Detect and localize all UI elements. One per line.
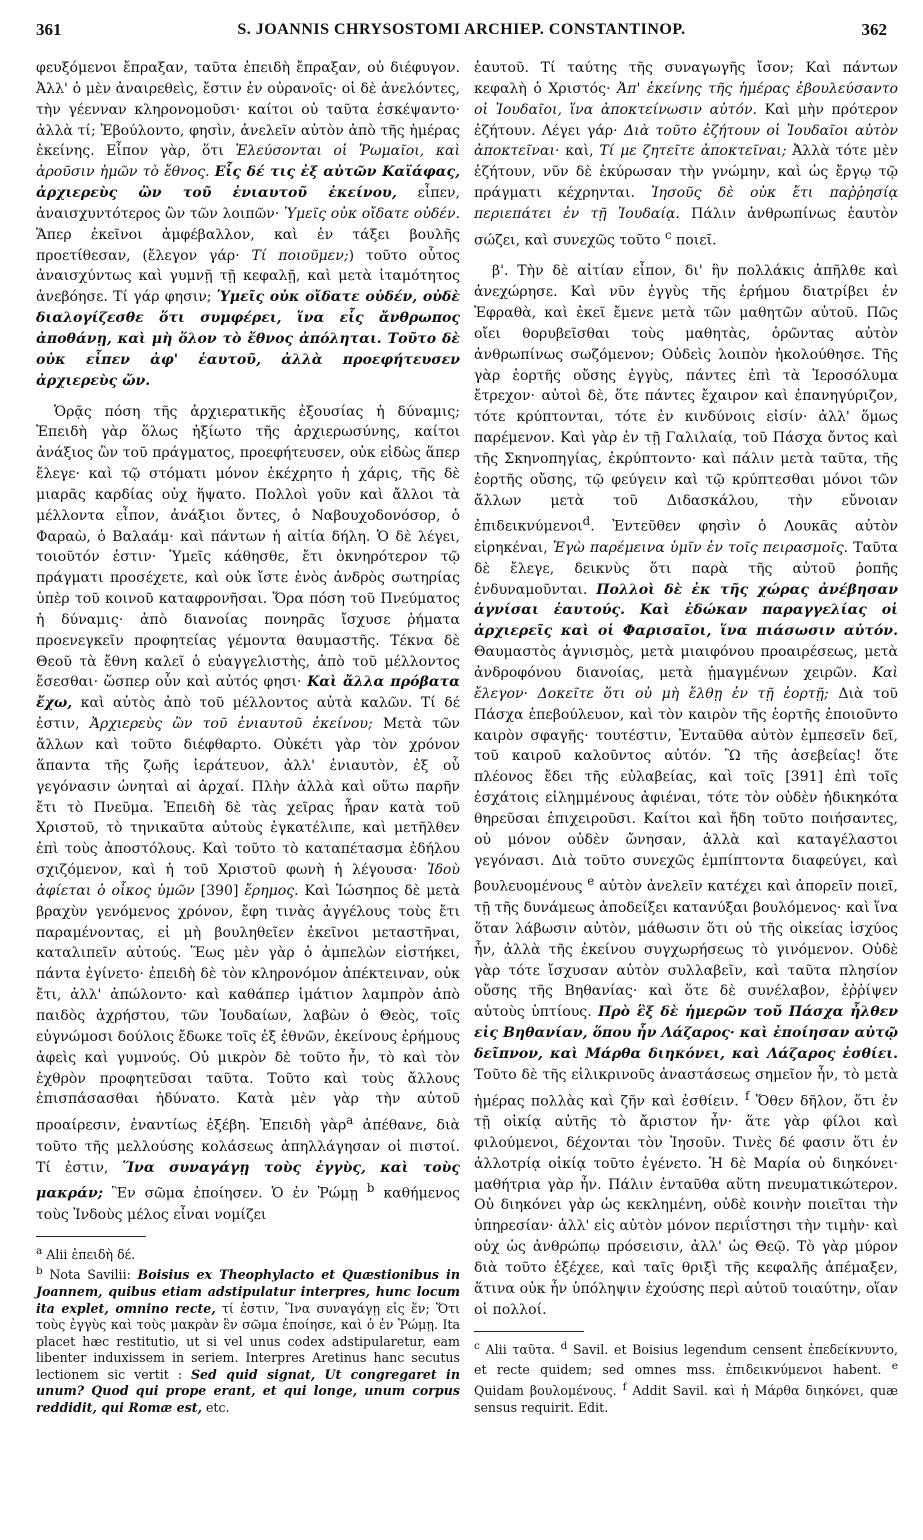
page-header: [0, 0, 923, 44]
left-paragraph-1: φευξόμενοι ἔπραξαν, ταῦτα ἐπειδὴ ἔπραξαν, οὐ διέφυγον. Ἀλλ' ὁ μὲν ἀναιρεθεὶς, ἔστιν ἐν οὐρανοῖς· οἱ δὲ ἀνελόντες, τὴν γέενναν κληρονομοῦσι· καίτοι οὐ ταῦτα ἐσκέψαντο· ἀλλὰ τί; Ἐβούλοντο, φησὶν, ἀνελεῖν αὐτὸν ἀπὸ τῆς ἡμέρας ἐκείνης. Εἶπον γὰρ, ὅτι Ἐλεύσονται οἱ Ῥωμαῖοι, καὶ ἀροῦσιν ἡμῶν τὸ ἔθνος. Εἷς δέ τις ἐξ αὐτῶν Καϊάφας, ἀρχιερεὺς ὢν τοῦ ἐνιαυτοῦ ἐκείνου, εἶπεν, ἀναισχυντότερος ὢν τῶν λοιπῶν· Ὑμεῖς οὐκ οἴδατε οὐδέν. Ἅπερ ἐκεῖνοι ἀμφέβαλλον, καὶ ἐν τάξει βουλῆς προετίθεσαν, (ἔλεγον γάρ· Τί ποιοῦμεν;) τοῦτο οὗτος ἀναισχύντως καὶ γυμνῇ τῇ κεφαλῇ, καὶ μετὰ ἰταμότητος ἀνεβόησε. Τί γάρ φησιν; Ὑμεῖς οὐκ οἴδατε οὐδέν, οὐδὲ διαλογίζεσθε ὅτι συμφέρει, ἵνα εἷς ἄνθρωπος ἀποθάνῃ, καὶ μὴ ὅλον τὸ ἔθνος ἀπόληται. Τοῦτο δὲ οὐκ εἶπεν ἀφ' ἑαυτοῦ, ἀλλὰ προεφήτευσεν ἀρχιερεὺς ὤν.: [36, 60, 461, 389]
left-paragraph-2: Ὁρᾷς πόση τῆς ἀρχιερατικῆς ἐξουσίας ἡ δύναμις; Ἐπειδὴ γὰρ ὅλως ἠξίωτο τῆς ἀρχιερωσύνης, καίτοι ἀνάξιος ὢν τοῦ πράγματος, προεφήτευσεν, οὐκ εἰδὼς ἅπερ ἔλεγε· καὶ τῷ στόματι μόνον ἐκέχρητο ἡ χάρις, τῆς δὲ μιαρᾶς καρδίας οὐχ ἥψατο. Πολλοὶ γοῦν καὶ ἄλλοι τὰ μέλλοντα εἶπον, ἀνάξιοι ὄντες, ὁ Ναβουχοδονόσορ, ὁ Φαραὼ, ὁ Βαλαάμ· καὶ πάντων ἡ αἰτία δήλη. Ὁ δὲ λέγει, τοιοῦτόν ἐστιν· Ὑμεῖς κάθησθε, ἔτι ὀκνηρότερον τῷ πράγματι προσέχετε, καὶ οὐκ ἴστε ἑνὸς ἀνδρὸς σωτηρίας ὑπὲρ τοῦ κοινοῦ καταφρονῆσαι. Ὅρα πόση τοῦ Πνεύματος ἡ δύναμις· ἀπὸ διανοίας πονηρᾶς ἴσχυσε ῥήματα προενεγκεῖν προφητείας γέμοντα θαυμαστῆς. Τέκνα δὲ Θεοῦ τὰ ἔθνη καλεῖ ὁ εὐαγγελιστὴς, ἀπὸ τοῦ μέλλοντος ἔσεσθαι· ὥσπερ οὖν καὶ αὐτός φησι· Καὶ ἄλλα πρόβατα ἔχω, καὶ αὐτὸς ἀπὸ τοῦ μέλλοντος αὐτὰ καλῶν. Τί δέ ἐστιν, Ἀρχιερεὺς ὢν τοῦ ἐνιαυτοῦ ἐκείνου; Μετὰ τῶν ἄλλων καὶ τοῦτο διέφθαρτο. Οὐκέτι γὰρ τὸν χρόνον ἅπαντα τῆς ζωῆς ἱεράτευον, ἀλλ' ἐνιαυτὸν, ἐξ οὗ γεγόνασιν ὠνηταὶ αἱ ἀρχαί. Πλὴν ἀλλὰ καὶ οὕτω παρῆν ἔτι τὸ Πνεῦμα. Ἐπειδὴ δὲ τὰς χεῖρας ἦραν κατὰ τοῦ Χριστοῦ, τὸ τηνικαῦτα αὐτοὺς ἐγκατέλιπε, καὶ μετῆλθεν ἐπὶ τοὺς ἀποστόλους. Καὶ τοῦτο τὸ καταπέτασμα ἐδήλου σχιζόμενον, καὶ ἡ τοῦ Χριστοῦ φωνὴ ἡ λέγουσα· Ἰδοὺ ἀφίεται ὁ οἶκος ὑμῶν [390] ἔρημος. Καὶ Ἰώσηπος δὲ μετὰ βραχὺν γενόμενος χρόνον, ἔφη τινὰς ἀγγέλους τοὺς ἔτι παραμένοντας, εἰ μὴ βουληθεῖεν ἐκεῖνοι μεταστῆναι, καταλιπεῖν αὐτούς. Ἕως μὲν γὰρ ὁ ἀμπελὼν εἱστήκει, πάντα ἐγίνετο· ἐπειδὴ δὲ τὸν κληρονόμον ἀπέκτειναν, οὐκ ἔτι, ἀλλ' ἀπώλοντο· καὶ καθάπερ ἱμάτιον λαμπρὸν ἀπὸ παιδὸς ἀχρήστου, τῶν Ἰουδαίων, λαβὼν ὁ Θεὸς, τοῖς εὐγνώμοσι δούλοις ἔδωκε τοῖς ἐξ ἐθνῶν, ἐκείνους ἐρήμους ἀφεὶς καὶ γυμνούς. Οὐ μικρὸν δὲ τοῦτο ἦν, τὸ καὶ τὸν ἐχθρὸν προφητεῦσαι ταῦτα. Τοῦτο καὶ τοὺς ἄλλους ἐπισπάσασθαι ἠδύνατο. Κατὰ μὲν γὰρ τὴν αὐτοῦ προαίρεσιν, ἐναντίως ἐξέβη. Ἐπειδὴ γὰρ$^a$ ἀπέθανε, διὰ τοῦτο τῆς μελλούσης κολάσεως ἀπηλλάγησαν οἱ πιστοί. Τί ἐστιν, Ἵνα συναγάγῃ τοὺς ἐγγὺς, καὶ τοὺς μακράν; Ἓν σῶμα ἐποίησεν. Ὁ ἐν Ῥώμῃ $^b$ καθήμενος τοὺς Ἰνδοὺς μέλος εἶναι νομίζει: [36, 403, 461, 1223]
running-head: S. JOANNIS CHRYSOSTOMI ARCHIEP. CONSTANTINOP.: [237, 21, 686, 38]
footnote-ref-f: f: [745, 1088, 750, 1103]
footnote-divider-left: [36, 1236, 146, 1237]
right-paragraph-1: ἑαυτοῦ. Τί ταύτης τῆς συναγωγῆς ἴσον; Καὶ πάντων κεφαλὴ ὁ Χριστός· Ἀπ' ἐκείνης τῆς ἡμέρας ἐβουλεύσαντο οἱ Ἰουδαῖοι, ἵνα ἀποκτείνωσιν αὐτόν. Καὶ μὴν πρότερον ἐζήτουν. Λέγει γάρ· Διὰ τοῦτο ἐζήτουν οἱ Ἰουδαῖοι αὐτὸν ἀποκτεῖναι· καὶ, Τί με ζητεῖτε ἀποκτεῖναι; Ἀλλὰ τότε μὲν ἐζήτουν, νῦν δὲ ἐκύρωσαν τὴν γνώμην, καὶ ὡς ἔργῳ τῷ πράγματι κέχρηνται. Ἰησοῦς δὲ οὐκ ἔτι παῤῥησίᾳ περιεπάτει ἐν τῇ Ἰουδαίᾳ. Πάλιν ἀνθρωπίνως ἑαυτὸν σώζει, καὶ συνεχῶς τοῦτο $^c$ ποιεῖ.: [474, 60, 899, 249]
column-mark-391: [391]: [785, 769, 824, 786]
footnote-b: $^b$ Nota Savilii: Boisius ex Theophylacto et Quæstionibus in Joannem, quibus etiam adstipulatur interpres, hunc locum ita explet, omnino recte, τί ἐστιν, Ἵνα συναγάγῃ εἰς ἕν; Ὅτι τοὺς ἐγγὺς καὶ τοὺς μακρὰν ἓν σῶμα ἐποίησε, καὶ ὁ ἐν Ῥώμῃ. Ita placet hæc restitutio, ut si vel unus codex adstipularetur, eam libenter induxissem in seriem. Interpres Aretinus hanc secutus lectionem sic vertit : Sed quid signat, Ut congregaret in unum? Quod qui prope erant, et qui longe, unum corpus reddidit, qui Romæ est, etc.: [36, 1265, 460, 1415]
page-number-left: 361: [36, 20, 62, 39]
footnote-c-d-e-f: $^c$ Alii ταῦτα. $^d$ Savil. et Boisius legendum censent ἐπεδείκνυντο, et recte quidem; sed omnes mss. ἐπιδεικνύμενοι habent. $^e$ Quidam βουλομένους. $^f$ Addit Savil. καὶ ἡ Μάρθα διηκόνει, quæ sensus requirit. Edit.: [474, 1339, 898, 1415]
footnote-a: $^a$ Alii ἐπειδὴ δέ.: [36, 1244, 136, 1262]
footnote-ref-b: b: [366, 1181, 375, 1196]
footnote-ref-d: d: [582, 514, 591, 529]
column-mark-390: [390]: [200, 882, 239, 899]
right-paragraph-2: β'. Τὴν δὲ αἰτίαν εἶπον, δι' ἣν πολλάκις ἀπῆλθε καὶ ἀνεχώρησε. Καὶ νῦν ἐγγὺς τῆς ἐρήμου διατρίβει ἐν Ἐφραθὰ, καὶ ἐκεῖ ἔμενε μετὰ τῶν μαθητῶν αὐτοῦ. Πῶς οἴει θορυβεῖσθαι τοὺς μαθητὰς, ὁρῶντας αὐτὸν ἀνθρωπίνως σωζόμενον; Οὐδεὶς λοιπὸν ἠκολούθησε. Τῆς γὰρ ἑορτῆς οὔσης ἐγγὺς, πάντες ἐπὶ τὰ Ἱεροσόλυμα ἔτρεχον· αὐτοὶ δὲ, ὅτε πάντες ἔχαιρον καὶ ἐπανηγύριζον, τότε κρύπτονται, τότε ἐν κινδύνοις εἰσίν· ἀλλ' ὅμως παρέμενον. Καὶ γὰρ ἐν τῇ Γαλιλαίᾳ, τοῦ Πάσχα ὄντος καὶ τῆς Σκηνοπηγίας, ἐκρύπτοντο· καὶ πάλιν μετὰ ταῦτα, τῆς ἑορτῆς οὔσης, τῷ φεύγειν καὶ τῷ κρύπτεσθαι μόνοι τῶν ἄλλων μετὰ τοῦ Διδασκάλου, τὴν εὔνοιαν ἐπιδεικνύμενοι$^d$. Ἐντεῦθεν φησὶν ὁ Λουκᾶς αὐτὸν εἰρηκέναι, Ἐγὼ παρέμεινα ὑμῖν ἐν τοῖς πειρασμοῖς. Ταῦτα δὲ ἔλεγε, δεικνὺς ὅτι παρὰ τῆς αὐτοῦ ῥοπῆς ἐνδυναμοῦνται. Πολλοὶ δὲ ἐκ τῆς χώρας ἀνέβησαν ἁγνίσαι ἑαυτούς. Καὶ ἐδώκαν παραγγελίας οἱ ἀρχιερεῖς καὶ οἱ Φαρισαῖοι, ἵνα πιάσωσιν αὐτόν. Θαυμαστὸς ἁγνισμὸς, μετὰ μιαιφόνου προαιρέσεως, μετὰ ἀνδροφόνου διανοίας, μετὰ ᾑμαγμένων χειρῶν. Καὶ ἔλεγον· Δοκεῖτε ὅτι οὐ μὴ ἔλθῃ ἐν τῇ ἑορτῇ; Διὰ τοῦ Πάσχα ἐπεβούλευον, καὶ τὸν καιρὸν τῆς ἑορτῆς ἐποιοῦντο καιρὸν σφαγῆς· τουτέστιν, Ἐνταῦθα αὐτὸν ἐμπεσεῖν δεῖ, τοῦ καιροῦ καλοῦντος αὐτόν. Ὢ τῆς ἀσεβείας! ὅτε πλέονος ἔδει τῆς εὐλαβείας, καὶ τοῖς [391] ἐπὶ τοῖς ἐσχάτοις εἰλημμένους ἀφιέναι, τότε τὸν οὐδὲν ἠδικηκότα θηρεῦσαι ἐπιχειροῦσι. Καίτοι καὶ ἤδη τοῦτο ποιήσαντες, οὐ μόνον οὐδὲν ὤνησαν, ἀλλὰ καὶ καταγέλαστοι γεγόνασι. Διὰ τοῦτο συνεχῶς ἐμπίπτοντα διαφεύγει, καὶ βουλευομένους $^e$ αὐτὸν ἀνελεῖν κατέχει καὶ ἀπορεῖν ποιεῖ, τῇ τῆς δυνάμεως ἀποδείξει κατανύξαι βουλόμενος· καὶ ἵνα ὅταν λάβωσιν αὐτὸν, μάθωσιν ὅτι οὐ τῆς οἰκείας ἰσχύος ἦν, ἀλλὰ τῆς ἐκείνου συγχωρήσεως τὸ γινόμενον. Οὐδὲ γὰρ τότε ἴσχυσαν αὐτὸν συλλαβεῖν, καὶ ταῦτα πλησίον οὔσης τῆς Βηθανίας· καὶ ὅτε δὲ συνέλαβον, ἐῤῥίψεν αὐτοὺς ὑπτίους. Πρὸ ἓξ δὲ ἡμερῶν τοῦ Πάσχα ἦλθεν εἰς Βηθανίαν, ὅπου ἦν Λάζαρος· καὶ ἐποίησαν αὐτῷ δεῖπνον, καὶ Μάρθα διηκόνει, καὶ Λάζαρος ἐσθίει. Τοῦτο δὲ τῆς εἰλικρινοῦς ἀναστάσεως σημεῖον ἦν, τὸ μετὰ ἡμέρας πολλὰς καὶ ζῆν καὶ ἐσθίειν. $^f$ Ὅθεν δῆλον, ὅτι ἐν τῇ οἰκίᾳ αὐτῆς τὸ ἄριστον ἦν· ἅτε γὰρ φίλοι καὶ φιλούμενοι, δέχονται τὸν Ἰησοῦν. Τινὲς δέ φασιν ὅτι ἐν ἀλλοτρίᾳ οἰκίᾳ τοῦτο ἐγένετο. Ἡ δὲ Μαρία οὐ διηκόνει· μαθήτρια γὰρ ἦν. Πάλιν ἐνταῦθα αὕτη πνευματικώτερον. Οὐ διηκόνει γὰρ ὡς κεκλημένη, οὐδὲ κοινὴν ποιεῖται τὴν ὑπηρεσίαν· ἀλλ' εἰς αὐτὸν μόνον περιΐστησι τὴν τιμὴν· καὶ οὐχ ὡς ἀνθρώπῳ πρόσεισιν, ἀλλ' ὡς Θεῷ. Τὸ γὰρ μύρον διὰ τοῦτο ἐξέχεε, καὶ ταῖς θριξὶ τῆς κεφαλῆς ἀπέμαξεν, ἅτινα οὐκ ἦν ὑπόληψιν ἐχούσης περὶ αὐτοῦ τοιαύτην, οἵαν οἱ πολλοί.: [474, 263, 899, 1318]
page-number-right: 362: [861, 20, 887, 39]
footnote-ref-a: a: [346, 1113, 354, 1128]
footnote-ref-c: c: [664, 227, 672, 242]
footnote-ref-e: e: [587, 874, 595, 889]
left-column: [36, 58, 460, 1416]
right-column: [474, 58, 898, 1416]
footnote-divider-right: [474, 1331, 584, 1332]
